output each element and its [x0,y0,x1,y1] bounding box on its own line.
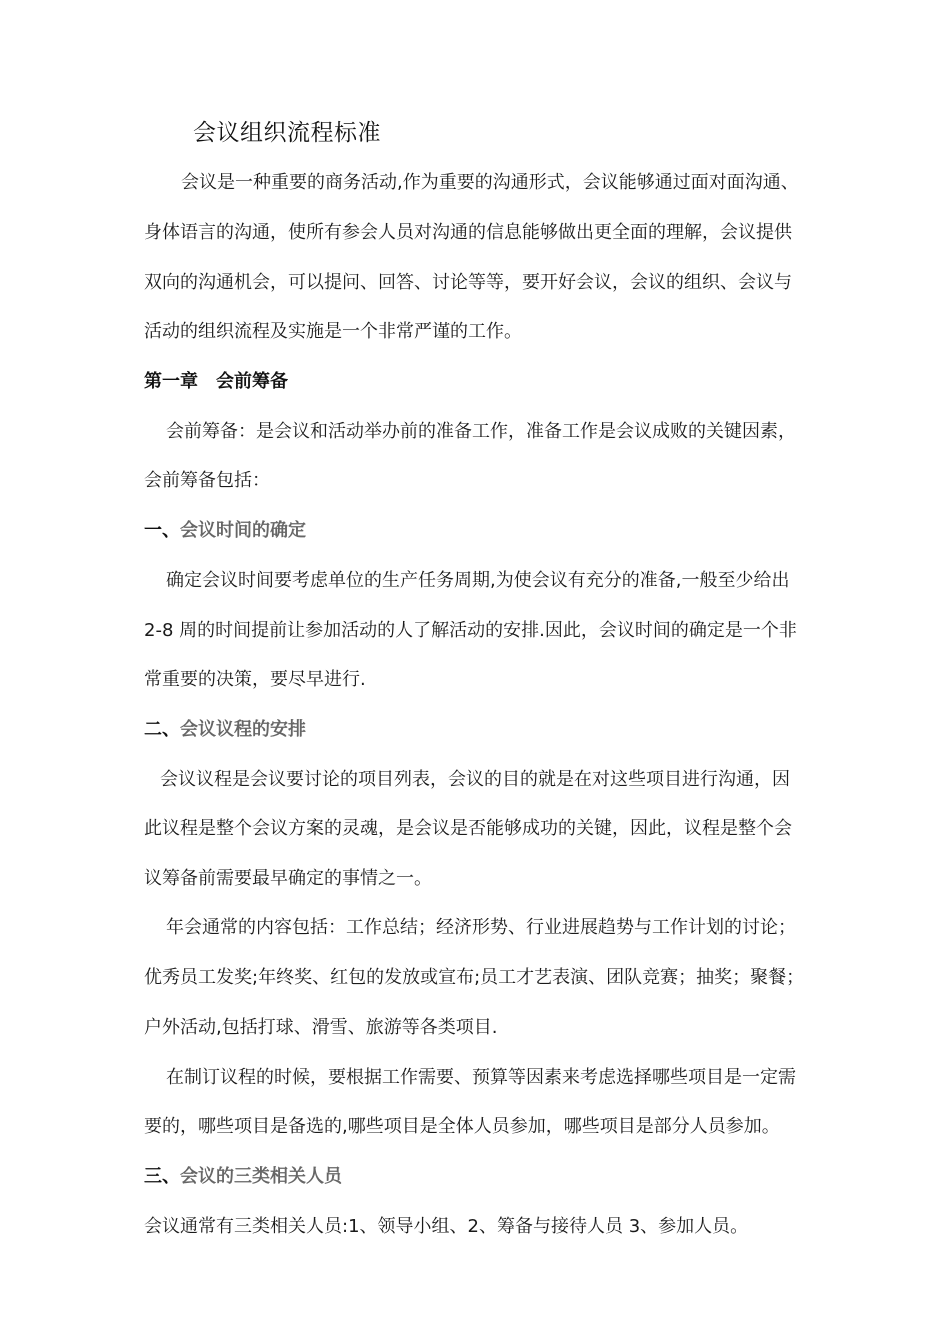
section-2-number: 二、 [144,719,180,740]
section-3-number: 三、 [144,1166,180,1187]
section-2-line-4: 年会通常的内容包括：工作总结；经济形势、行业进展趋势与工作计划的讨论； [166,917,796,938]
intro-line-3: 双向的沟通机会，可以提问、回答、讨论等等，要开好会议，会议的组织、会议与 [144,272,792,293]
section-1-line-3: 常重要的决策，要尽早进行. [144,669,366,690]
section-3-heading [144,1162,342,1192]
section-2-line-8: 要的，哪些项目是备选的,哪些项目是全体人员参加，哪些项目是部分人员参加。 [144,1116,780,1137]
section-2-line-1: 会议议程是会议要讨论的项目列表，会议的目的就是在对这些项目进行沟通，因 [160,769,790,790]
document-title: 会议组织流程标准 [193,120,381,146]
section-2-line-3: 议筹备前需要最早确定的事情之一。 [144,868,432,889]
section-1-heading [144,516,306,546]
section-1-line-1: 确定会议时间要考虑单位的生产任务周期,为使会议有充分的准备,一般至少给出 [166,570,790,591]
chapter-1-line-2: 会前筹备包括： [144,470,270,491]
intro-line-2: 身体语言的沟通，使所有参会人员对沟通的信息能够做出更全面的理解，会议提供 [144,222,792,243]
section-1-title: 会议时间的确定 [180,520,306,541]
chapter-1-line-1: 会前筹备：是会议和活动举办前的准备工作，准备工作是会议成败的关键因素， [166,421,796,442]
section-2-heading [144,715,306,745]
section-2-line-2: 此议程是整个会议方案的灵魂，是会议是否能够成功的关键，因此，议程是整个会 [144,818,792,839]
intro-line-1: 会议是一种重要的商务活动,作为重要的沟通形式，会议能够通过面对面沟通、 [181,172,799,193]
section-3-title: 会议的三类相关人员 [180,1166,342,1187]
chapter-1-heading: 第一章 会前筹备 [144,371,288,392]
intro-line-4: 活动的组织流程及实施是一个非常严谨的工作。 [144,321,522,342]
section-2-line-7: 在制订议程的时候，要根据工作需要、预算等因素来考虑选择哪些项目是一定需 [166,1067,796,1088]
section-2-line-5: 优秀员工发奖;年终奖、红包的发放或宣布;员工才艺表演、团队竞赛；抽奖；聚餐； [144,967,805,988]
section-2-line-6: 户外活动,包括打球、滑雪、旅游等各类项目. [144,1017,498,1038]
section-3-line-1: 会议通常有三类相关人员:1、领导小组、2、筹备与接待人员 3、参加人员。 [144,1216,749,1237]
section-1-number: 一、 [144,520,180,541]
section-1-line-2: 2-8 周的时间提前让参加活动的人了解活动的安排.因此，会议时间的确定是一个非 [144,620,797,641]
section-2-title: 会议议程的安排 [180,719,306,740]
